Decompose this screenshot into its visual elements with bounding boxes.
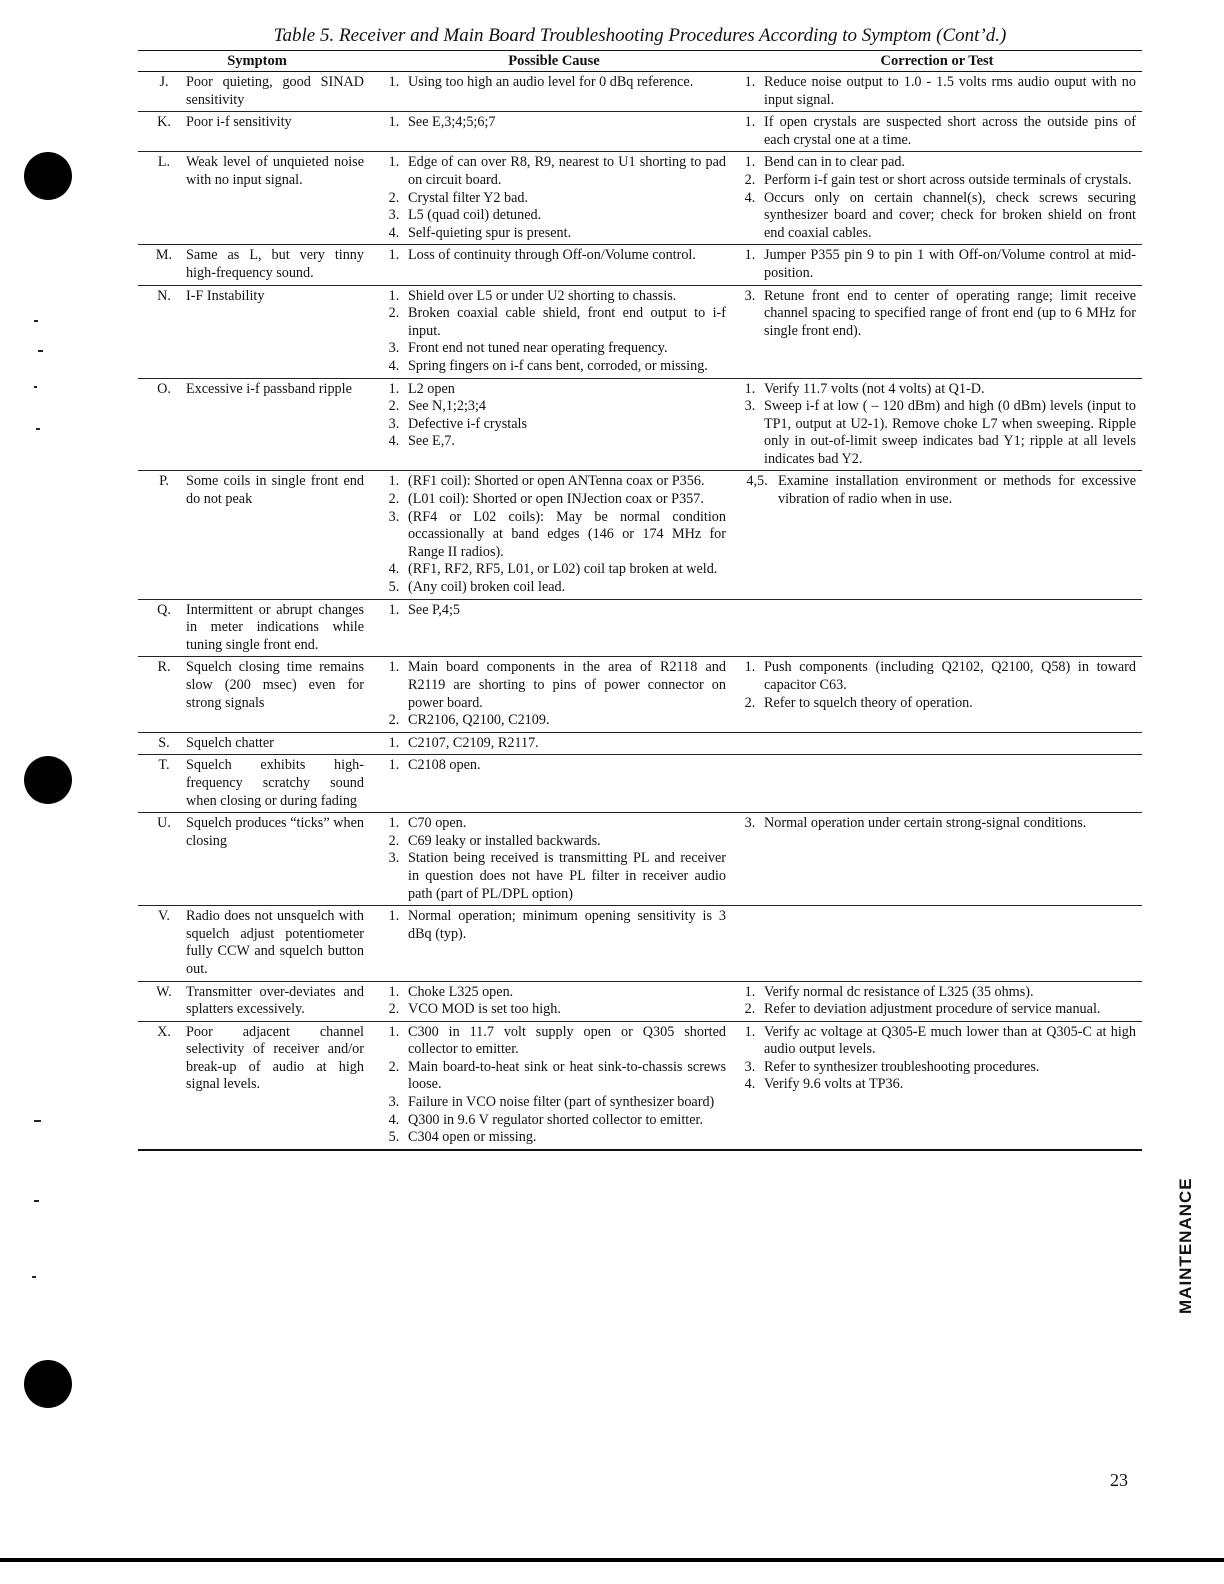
- symptom-cell: [138, 657, 376, 732]
- cause-text: (RF1, RF2, RF5, L01, or L02) coil tap broken at weld.: [408, 561, 718, 578]
- symptom-cell: [138, 1021, 376, 1150]
- cause-number: 2.: [388, 712, 400, 729]
- correction-text: Refer to squelch theory of operation.: [764, 694, 973, 711]
- scan-mark: [32, 1276, 36, 1278]
- cause-number: 3.: [388, 1094, 400, 1111]
- cause-cell: [376, 813, 732, 906]
- cause-cell: [376, 378, 732, 471]
- cause-text: See E,7.: [408, 433, 455, 450]
- cause-text: C2108 open.: [408, 757, 481, 774]
- cause-text: Loss of continuity through Off-on/Volume control.: [408, 247, 696, 264]
- correction-text: Examine installation environment or methods for excessive vibration of radio when in use.: [778, 473, 1136, 508]
- cause-item: [380, 602, 726, 620]
- cause-item: [380, 509, 726, 562]
- cause-number: 1.: [388, 74, 400, 90]
- correction-item: [736, 190, 1136, 243]
- cause-text: Failure in VCO noise filter (part of synthesizer board): [408, 1094, 715, 1111]
- table-row: [138, 1021, 1142, 1150]
- symptom-text: Intermittent or abrupt changes in meter indications while tuning single front end.: [186, 601, 364, 653]
- table-row: [138, 732, 1142, 755]
- cause-cell: [376, 981, 732, 1021]
- cause-number: 1.: [388, 601, 400, 618]
- symptom-letter: S.: [158, 734, 170, 751]
- cause-number: 2.: [388, 398, 400, 415]
- cause-number: 1.: [388, 114, 400, 131]
- symptom-letter: N.: [157, 287, 171, 304]
- correction-item: [736, 1001, 1136, 1019]
- cause-item: [380, 288, 726, 306]
- symptom-text: Poor quieting, good SINAD sensitivity: [186, 74, 364, 108]
- cause-item: [380, 561, 726, 579]
- symptom-text: I-F Instability: [186, 287, 265, 304]
- cause-cell: [376, 72, 732, 112]
- table-title: Table 5. Receiver and Main Board Troubleshooting Procedures According to Symptom (Cont’d.): [273, 25, 1007, 46]
- scan-mark: [34, 1200, 39, 1202]
- cause-text: C70 open.: [408, 815, 467, 832]
- correction-cell: [732, 245, 1142, 285]
- cause-text: Station being received is transmitting PL and receiver in question does not have PL filter in receiver audio path (part of PL/DPL option): [408, 850, 726, 902]
- table-row: [138, 285, 1142, 378]
- symptom-letter: M.: [155, 247, 173, 264]
- cause-number: 1.: [388, 287, 400, 304]
- symptom-text: Weak level of unquieted noise with no input signal.: [186, 154, 364, 188]
- cause-number: 1.: [388, 247, 400, 264]
- correction-item: [736, 473, 1136, 508]
- cause-cell: [376, 1021, 732, 1150]
- symptom-cell: [138, 471, 376, 599]
- correction-item: [736, 1024, 1136, 1059]
- correction-text: Refer to deviation adjustment procedure of service manual.: [764, 1001, 1101, 1018]
- symptom-text: Squelch produces “ticks” when closing: [186, 815, 364, 849]
- correction-number: 4,5.: [746, 473, 768, 490]
- cause-number: 4.: [388, 224, 400, 241]
- symptom-cell: [138, 72, 376, 112]
- symptom-text: Squelch exhibits high-frequency scratchy sound when closing or during fading: [186, 757, 364, 809]
- cause-number: 2.: [388, 1058, 400, 1075]
- cause-item: [380, 358, 726, 376]
- table-row: [138, 599, 1142, 657]
- cause-number: 1.: [388, 473, 400, 490]
- cause-item: [380, 207, 726, 225]
- cause-item: [380, 659, 726, 712]
- correction-cell: [732, 471, 1142, 599]
- cause-text: L5 (quad coil) detuned.: [408, 207, 542, 224]
- cause-cell: [376, 657, 732, 732]
- symptom-cell: [138, 906, 376, 981]
- cause-item: [380, 1094, 726, 1112]
- cause-cell: [376, 755, 732, 813]
- cause-item: [380, 398, 726, 416]
- binder-hole: [24, 756, 72, 804]
- cause-text: C300 in 11.7 volt supply open or Q305 shorted collector to emitter.: [408, 1023, 726, 1058]
- scan-mark: [34, 320, 38, 322]
- cause-text: Choke L325 open.: [408, 983, 514, 1000]
- symptom-letter: P.: [159, 473, 169, 490]
- correction-cell: [732, 599, 1142, 657]
- cause-text: VCO MOD is set too high.: [408, 1001, 561, 1018]
- scan-mark: [34, 386, 37, 388]
- correction-text: Verify 11.7 volts (not 4 volts) at Q1-D.: [764, 380, 985, 397]
- symptom-cell: [138, 152, 376, 245]
- correction-cell: [732, 1021, 1142, 1150]
- header-possible-cause: Possible Cause: [376, 51, 732, 72]
- cause-item: [380, 247, 726, 265]
- cause-number: 5.: [388, 1129, 400, 1146]
- correction-text: Verify 9.6 volts at TP36.: [764, 1076, 904, 1093]
- cause-item: [380, 1129, 726, 1147]
- symptom-cell: [138, 285, 376, 378]
- cause-number: 1.: [388, 1023, 400, 1040]
- cause-text: Defective i-f crystals: [408, 415, 527, 432]
- correction-text: Normal operation under certain strong-signal conditions.: [764, 815, 1087, 832]
- symptom-text: Same as L, but very tinny high-frequency sound.: [186, 247, 364, 281]
- cause-number: 1.: [388, 734, 400, 751]
- symptom-letter: X.: [157, 1023, 171, 1040]
- troubleshooting-table: [138, 50, 1142, 1151]
- cause-item: [380, 114, 726, 132]
- cause-item: [380, 908, 726, 943]
- correction-cell: [732, 906, 1142, 981]
- symptom-letter: Q.: [157, 601, 171, 618]
- symptom-letter: J.: [159, 74, 169, 90]
- correction-item: [736, 172, 1136, 190]
- cause-text: (L01 coil): Shorted or open INJection coax or P357.: [408, 491, 704, 508]
- correction-number: 4.: [744, 189, 756, 206]
- cause-text: (RF4 or L02 coils): May be normal condition occassionally at band edges (146 or 174 MHz for Range II radios).: [408, 508, 726, 560]
- correction-item: [736, 114, 1136, 149]
- scan-mark: [36, 428, 40, 430]
- symptom-text: Excessive i-f passband ripple: [186, 380, 352, 397]
- cause-number: 1.: [388, 757, 400, 774]
- symptom-cell: [138, 245, 376, 285]
- table-row: [138, 813, 1142, 906]
- symptom-cell: [138, 732, 376, 755]
- cause-text: Normal operation; minimum opening sensitivity is 3 dBq (typ).: [408, 908, 726, 942]
- cause-number: 3.: [388, 340, 400, 357]
- cause-number: 4.: [388, 433, 400, 450]
- cause-text: C69 leaky or installed backwards.: [408, 832, 601, 849]
- cause-item: [380, 416, 726, 434]
- table-row: [138, 657, 1142, 732]
- cause-item: [380, 712, 726, 730]
- correction-number: 1.: [744, 659, 756, 676]
- cause-text: Self-quieting spur is present.: [408, 224, 572, 241]
- cause-text: Q300 in 9.6 V regulator shorted collector to emitter.: [408, 1111, 703, 1128]
- correction-cell: [732, 813, 1142, 906]
- cause-item: [380, 833, 726, 851]
- cause-text: See P,4;5: [408, 601, 461, 618]
- header-correction: Correction or Test: [732, 51, 1142, 72]
- correction-text: Sweep i-f at low ( – 120 dBm) and high (0 dBm) levels (input to TP1, output at U2-1). Remove choke L7 when sweeping. Ripple only in out-of-limit sweep indicates bad Y1; ripple at all levels indicates bad Y2.: [764, 398, 1136, 467]
- scan-mark: [38, 350, 43, 352]
- correction-text: Bend can in to clear pad.: [764, 154, 906, 171]
- symptom-cell: [138, 981, 376, 1021]
- symptom-letter: T.: [158, 757, 170, 774]
- correction-number: 1.: [744, 74, 756, 90]
- cause-item: [380, 1001, 726, 1019]
- table-row: [138, 378, 1142, 471]
- correction-item: [736, 984, 1136, 1002]
- correction-cell: [732, 657, 1142, 732]
- page-number: 23: [1110, 1470, 1128, 1490]
- cause-number: 1.: [388, 908, 400, 925]
- correction-text: Retune front end to center of operating range; limit receive channel spacing to specified range of front end (up to 6 MHz for single front end).: [764, 287, 1136, 339]
- symptom-letter: W.: [156, 983, 172, 1000]
- cause-cell: [376, 285, 732, 378]
- table-body: [138, 72, 1142, 1150]
- correction-text: Perform i-f gain test or short across outside terminals of crystals.: [764, 171, 1132, 188]
- correction-number: 4.: [744, 1076, 756, 1093]
- correction-item: [736, 815, 1136, 833]
- cause-number: 4.: [388, 357, 400, 374]
- correction-number: 2.: [744, 171, 756, 188]
- cause-number: 3.: [388, 508, 400, 525]
- cause-item: [380, 815, 726, 833]
- correction-cell: [732, 112, 1142, 152]
- cause-item: [380, 305, 726, 340]
- cause-number: 1.: [388, 983, 400, 1000]
- cause-text: L2 open: [408, 380, 455, 397]
- correction-number: 3.: [744, 398, 756, 415]
- cause-cell: [376, 112, 732, 152]
- correction-item: [736, 154, 1136, 172]
- cause-number: 2.: [388, 305, 400, 322]
- cause-number: 1.: [388, 659, 400, 676]
- correction-item: [736, 695, 1136, 713]
- correction-number: 3.: [744, 815, 756, 832]
- correction-text: Jumper P355 pin 9 to pin 1 with Off-on/Volume control at mid-position.: [764, 247, 1136, 281]
- cause-number: 4.: [388, 561, 400, 578]
- cause-item: [380, 735, 726, 753]
- cause-text: Main board-to-heat sink or heat sink-to-chassis screws loose.: [408, 1058, 726, 1093]
- correction-text: Occurs only on certain channel(s), check screws securing synthesizer board and cover; check for broken shield on front end coaxial cables.: [764, 189, 1136, 241]
- cause-item: [380, 381, 726, 399]
- cause-text: Using too high an audio level for 0 dBq reference.: [408, 74, 694, 90]
- cause-text: See N,1;2;3;4: [408, 398, 487, 415]
- correction-cell: [732, 755, 1142, 813]
- symptom-text: Poor adjacent channel selectivity of receiver and/or break-up of audio at high signal levels.: [186, 1023, 364, 1093]
- cause-number: 1.: [388, 380, 400, 397]
- correction-item: [736, 247, 1136, 282]
- correction-item: [736, 381, 1136, 399]
- cause-cell: [376, 599, 732, 657]
- correction-number: 1.: [744, 1023, 756, 1040]
- correction-number: 1.: [744, 154, 756, 171]
- table-row: [138, 152, 1142, 245]
- symptom-letter: O.: [157, 380, 171, 397]
- cause-item: [380, 1024, 726, 1059]
- binder-hole: [24, 1360, 72, 1408]
- correction-number: 1.: [744, 114, 756, 131]
- cause-text: Edge of can over R8, R9, nearest to U1 shorting to pad on circuit board.: [408, 154, 726, 188]
- cause-number: 2.: [388, 189, 400, 206]
- symptom-cell: [138, 599, 376, 657]
- correction-number: 2.: [744, 694, 756, 711]
- symptom-cell: [138, 813, 376, 906]
- cause-item: [380, 757, 726, 775]
- cause-text: CR2106, Q2100, C2109.: [408, 712, 550, 729]
- cause-item: [380, 579, 726, 597]
- cause-number: 2.: [388, 491, 400, 508]
- correction-cell: [732, 152, 1142, 245]
- table-header-row: [138, 51, 1142, 72]
- cause-number: 4.: [388, 1111, 400, 1128]
- symptom-letter: U.: [157, 815, 171, 832]
- cause-number: 1.: [388, 154, 400, 171]
- table-row: [138, 112, 1142, 152]
- symptom-text: Squelch chatter: [186, 734, 274, 751]
- correction-item: [736, 288, 1136, 341]
- cause-item: [380, 491, 726, 509]
- cause-item: [380, 1059, 726, 1094]
- table-row: [138, 981, 1142, 1021]
- cause-number: 3.: [388, 850, 400, 867]
- correction-number: 1.: [744, 247, 756, 264]
- cause-item: [380, 850, 726, 903]
- cause-cell: [376, 471, 732, 599]
- cause-text: (Any coil) broken coil lead.: [408, 579, 566, 596]
- correction-cell: [732, 285, 1142, 378]
- cause-number: 2.: [388, 832, 400, 849]
- correction-number: 3.: [744, 287, 756, 304]
- correction-number: 1.: [744, 380, 756, 397]
- bottom-rule: [0, 1558, 1224, 1562]
- correction-item: [736, 659, 1136, 694]
- cause-item: [380, 190, 726, 208]
- cause-cell: [376, 152, 732, 245]
- symptom-text: Radio does not unsquelch with squelch adjust potentiometer fully CCW and squelch button out.: [186, 908, 364, 977]
- symptom-text: Poor i-f sensitivity: [186, 114, 292, 131]
- correction-text: If open crystals are suspected short across the outside pins of each crystal one at a time.: [764, 114, 1136, 148]
- correction-cell: [732, 378, 1142, 471]
- table-row: [138, 471, 1142, 599]
- cause-text: C2107, C2109, R2117.: [408, 734, 539, 751]
- table-row: [138, 245, 1142, 285]
- correction-text: Verify ac voltage at Q305-E much lower than at Q305-C at high audio output levels.: [764, 1023, 1136, 1058]
- correction-cell: [732, 981, 1142, 1021]
- cause-text: Main board components in the area of R2118 and R2119 are shorting to pins of power connector on power board.: [408, 659, 726, 711]
- cause-cell: [376, 245, 732, 285]
- cause-number: 3.: [388, 415, 400, 432]
- correction-item: [736, 74, 1136, 109]
- symptom-letter: K.: [157, 114, 171, 131]
- cause-item: [380, 433, 726, 451]
- symptom-text: Some coils in single front end do not peak: [186, 473, 364, 508]
- cause-number: 3.: [388, 207, 400, 224]
- cause-item: [380, 473, 726, 491]
- table-row: [138, 72, 1142, 112]
- correction-number: 1.: [744, 983, 756, 1000]
- correction-number: 2.: [744, 1001, 756, 1018]
- cause-cell: [376, 732, 732, 755]
- cause-text: (RF1 coil): Shorted or open ANTenna coax or P356.: [408, 473, 705, 490]
- table-row: [138, 755, 1142, 813]
- cause-text: Shield over L5 or under U2 shorting to chassis.: [408, 287, 677, 304]
- cause-item: [380, 74, 726, 92]
- correction-text: Refer to synthesizer troubleshooting procedures.: [764, 1058, 1040, 1075]
- cause-item: [380, 225, 726, 243]
- correction-item: [736, 398, 1136, 468]
- cause-number: 1.: [388, 815, 400, 832]
- header-symptom: Symptom: [138, 51, 376, 72]
- symptom-cell: [138, 378, 376, 471]
- cause-text: Crystal filter Y2 bad.: [408, 189, 529, 206]
- symptom-letter: R.: [157, 659, 171, 676]
- symptom-letter: L.: [157, 154, 171, 171]
- correction-text: Verify normal dc resistance of L325 (35 ohms).: [764, 983, 1034, 1000]
- cause-item: [380, 340, 726, 358]
- correction-item: [736, 1059, 1136, 1077]
- cause-text: Broken coaxial cable shield, front end output to i-f input.: [408, 305, 726, 339]
- symptom-text: Transmitter over-deviates and splatters excessively.: [186, 983, 364, 1018]
- cause-item: [380, 154, 726, 189]
- correction-cell: [732, 72, 1142, 112]
- symptom-text: Squelch closing time remains slow (200 msec) even for strong signals: [186, 659, 364, 711]
- correction-cell: [732, 732, 1142, 755]
- symptom-cell: [138, 755, 376, 813]
- cause-number: 5.: [388, 579, 400, 596]
- correction-text: Reduce noise output to 1.0 - 1.5 volts rms audio ouput with no input signal.: [764, 74, 1136, 108]
- cause-text: C304 open or missing.: [408, 1129, 537, 1146]
- cause-cell: [376, 906, 732, 981]
- cause-text: Spring fingers on i-f cans bent, corroded, or missing.: [408, 357, 708, 374]
- cause-text: See E,3;4;5;6;7: [408, 114, 496, 131]
- binder-hole: [24, 152, 72, 200]
- cause-number: 2.: [388, 1001, 400, 1018]
- correction-number: 3.: [744, 1058, 756, 1075]
- cause-item: [380, 1112, 726, 1130]
- cause-item: [380, 984, 726, 1002]
- scan-mark: [34, 1120, 41, 1122]
- correction-text: Push components (including Q2102, Q2100, Q58) in toward capacitor C63.: [764, 659, 1136, 693]
- symptom-letter: V.: [158, 908, 170, 925]
- cause-text: Front end not tuned near operating frequency.: [408, 340, 668, 357]
- symptom-cell: [138, 112, 376, 152]
- correction-item: [736, 1076, 1136, 1094]
- table-row: [138, 906, 1142, 981]
- side-section-label: MAINTENANCE: [1176, 1177, 1195, 1314]
